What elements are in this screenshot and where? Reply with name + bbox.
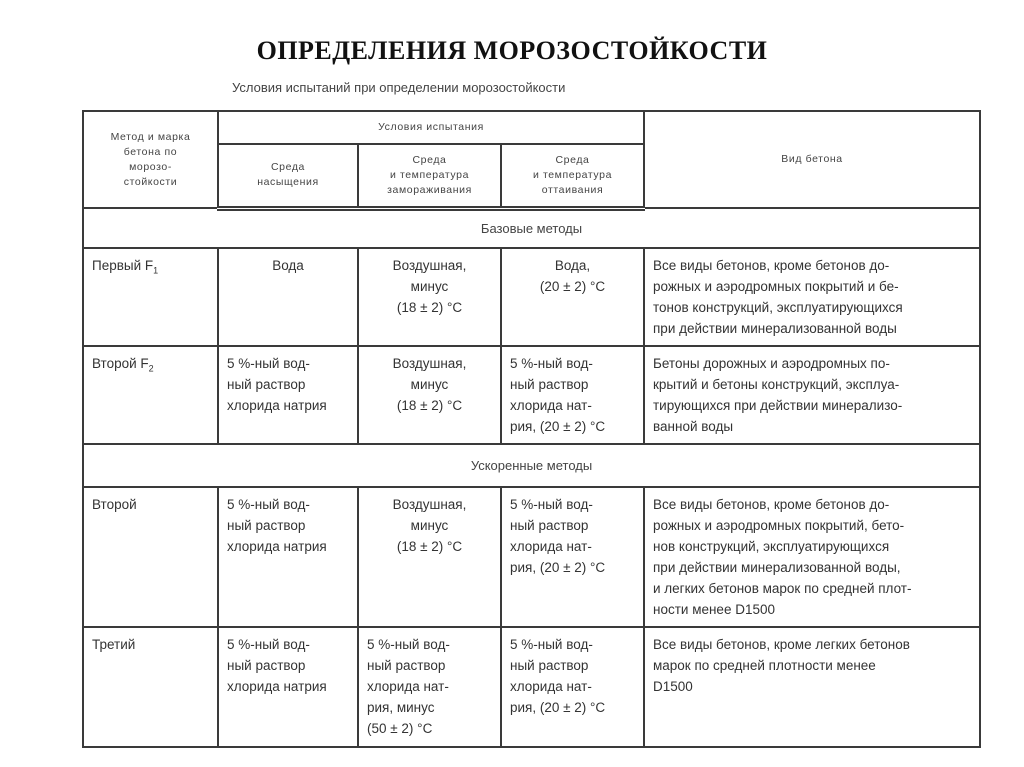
saturation-cell: 5 %-ный вод- ный раствор хлорида натрия — [218, 627, 358, 747]
freezing-cell: 5 %-ный вод- ный раствор хлорида нат- рия, минус (50 ± 2) °С — [358, 627, 501, 747]
saturation-cell: 5 %-ный вод- ный раствор хлорида натрия — [218, 487, 358, 627]
table-row — [83, 248, 980, 346]
table-row — [83, 627, 980, 747]
freezing-cell: Воздушная, минус (18 ± 2) °С — [358, 248, 501, 346]
concrete-cell: Все виды бетонов, кроме бетонов до- рожных и аэродромных покрытий, бето- нов конструкций, эксплуатирующихся при действии минерализованной воды, и легких бетонов марок по средней плот- ности менее D1500 — [644, 487, 980, 627]
concrete-cell: Все виды бетонов, кроме бетонов до- рожных и аэродромных покрытий и бе- тонов конструкций, эксплуатирующихся при действии минерализованной воды — [644, 248, 980, 346]
header-conditions: Условия испытания — [218, 111, 644, 144]
slide-title: ОПРЕДЕЛЕНИЯ МОРОЗОСТОЙКОСТИ — [256, 36, 768, 65]
header-concrete-type: Вид бетона — [644, 111, 980, 208]
saturation-cell: 5 %-ный вод- ный раствор хлорида натрия — [218, 346, 358, 444]
section-basic-methods: Базовые методы — [83, 208, 980, 248]
thawing-cell: Вода, (20 ± 2) °С — [501, 248, 644, 346]
method-cell: Второй — [83, 487, 218, 627]
concrete-cell: Бетоны дорожных и аэродромных по- крытий и бетоны конструкций, эксплуа- тирующихся при действии минерализо- ванной воды — [644, 346, 980, 444]
thawing-cell: 5 %-ный вод- ный раствор хлорида нат- рия, (20 ± 2) °С — [501, 487, 644, 627]
freezing-cell: Воздушная, минус (18 ± 2) °С — [358, 346, 501, 444]
table-row — [83, 346, 980, 444]
method-cell: Третий — [83, 627, 218, 747]
table-row — [83, 487, 980, 627]
header-method: Метод и марка бетона по морозо- стойкости — [83, 111, 218, 208]
concrete-cell: Все виды бетонов, кроме легких бетонов марок по средней плотности менее D1500 — [644, 627, 980, 747]
section-accelerated-methods: Ускоренные методы — [83, 444, 980, 487]
header-freezing: Среда и температура замораживания — [358, 144, 501, 208]
table-caption: Условия испытаний при определении морозостойкости — [232, 80, 566, 95]
method-cell: Второй $F_2$ — [83, 346, 218, 444]
header-thawing: Среда и температура оттаивания — [501, 144, 644, 208]
thawing-cell: 5 %-ный вод- ный раствор хлорида нат- рия, (20 ± 2) °С — [501, 346, 644, 444]
thawing-cell: 5 %-ный вод- ный раствор хлорида нат- рия, (20 ± 2) °С — [501, 627, 644, 747]
saturation-cell: Вода — [218, 248, 358, 346]
frost-resistance-table — [82, 110, 981, 748]
freezing-cell: Воздушная, минус (18 ± 2) °С — [358, 487, 501, 627]
method-cell: Первый $F_1$ — [83, 248, 218, 346]
header-saturation: Среда насыщения — [218, 144, 358, 208]
